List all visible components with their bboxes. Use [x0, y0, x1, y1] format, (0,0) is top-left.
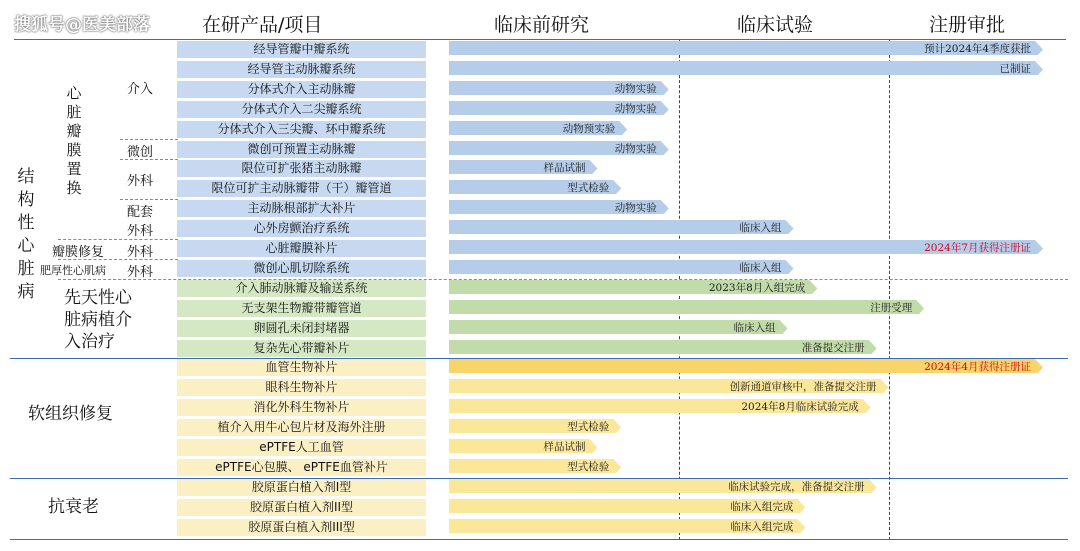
- status-label: 2024年4月获得注册证: [924, 361, 1031, 373]
- group-minimally-invasive: 微创: [127, 145, 154, 160]
- product-name: 分体式介入主动脉瓣: [177, 81, 426, 98]
- status-label: 型式检验: [567, 461, 610, 473]
- status-label: 动物实验: [614, 103, 657, 115]
- product-name: 胶原蛋白植入剂III型: [177, 519, 426, 536]
- progress-bar: [449, 61, 1055, 75]
- status-label: 2023年8月入组完成: [708, 282, 806, 294]
- status-label: 已制证: [999, 63, 1031, 75]
- product-name: 心脏瓣膜补片: [177, 240, 426, 257]
- status-label: 预计2024年4季度获批: [924, 43, 1031, 55]
- phase-divider-registration: [889, 40, 890, 540]
- status-label: 动物实验: [614, 83, 657, 95]
- header-divider: [14, 39, 1066, 40]
- product-name: 血管生物补片: [177, 359, 426, 376]
- status-label: 型式检验: [567, 182, 610, 194]
- status-label: 样品试制: [543, 162, 586, 174]
- product-name: 限位可扩主动脉瓣带（干）瓣管道: [177, 180, 426, 197]
- product-name: 消化外科生物补片: [177, 399, 426, 416]
- group-valve-replacement: 心 脏 瓣 膜 置 换: [66, 84, 82, 197]
- product-name: 介入肺动脉瓣及输送系统: [177, 280, 426, 297]
- status-label: 2024年8月临床试验完成: [741, 401, 859, 413]
- product-name: 主动脉根部扩大补片: [177, 200, 426, 217]
- group-congenital-line-2: 脏病植介: [64, 310, 132, 330]
- product-name: 胶原蛋白植入剂II型: [177, 499, 426, 516]
- group-valve-repair: 瓣膜修复: [52, 245, 105, 260]
- status-label: 样品试制: [543, 441, 586, 453]
- progress-arrow: [449, 61, 1043, 75]
- status-label: 注册受理: [870, 302, 913, 314]
- product-name: 分体式介入三尖瓣、环中瓣系统: [177, 121, 426, 138]
- status-label: 2024年7月获得注册证: [924, 242, 1031, 254]
- status-label: 型式检验: [567, 421, 610, 433]
- watermark: 搜狐号@医美部落: [14, 15, 150, 35]
- status-label: 动物实验: [614, 143, 657, 155]
- group-supporting-2: 外科: [127, 224, 154, 239]
- status-label: 临床入组完成: [730, 501, 794, 513]
- product-name: 眼科生物补片: [177, 379, 426, 396]
- group-interventional: 介入: [127, 82, 154, 97]
- status-label: 临床试验完成，准备提交注册: [728, 481, 865, 493]
- progress-bar: [449, 300, 936, 314]
- section-divider-minimally: [120, 139, 178, 140]
- header-products: 在研产品/项目: [202, 14, 323, 36]
- product-name: 微创心肌切除系统: [177, 260, 426, 277]
- status-label: 临床入组: [739, 262, 782, 274]
- product-name: 卵圆孔未闭封堵器: [177, 320, 426, 337]
- group-supporting-1: 配套: [127, 205, 154, 220]
- group-soft-tissue: 软组织修复: [28, 404, 113, 424]
- group-surgery: 外科: [127, 174, 154, 189]
- status-label: 临床入组完成: [730, 521, 794, 533]
- group-congenital-line-1: 先天性心: [64, 288, 132, 308]
- header-preclinical: 临床前研究: [494, 14, 590, 36]
- status-label: 动物实验: [614, 202, 657, 214]
- group-hcm-surgery: 外科: [127, 265, 154, 280]
- product-name: 无支架生物瓣带瓣管道: [177, 300, 426, 317]
- table-bottom-line: [10, 539, 1068, 540]
- product-name: 复杂先心带瓣补片: [177, 340, 426, 357]
- status-label: 临床入组: [733, 322, 776, 334]
- section-divider-supporting: [120, 199, 178, 200]
- group-congenital-line-3: 入治疗: [64, 332, 115, 352]
- product-name: 限位可扩张猪主动脉瓣: [177, 160, 426, 177]
- product-name: 心外房颤治疗系统: [177, 220, 426, 237]
- group-structural-heart: 结 构 性 心 脏 病: [17, 167, 35, 302]
- product-name: ePTFE人工血管: [177, 439, 426, 456]
- product-name: 植介入用牛心包片材及海外注册: [177, 419, 426, 436]
- header-registration: 注册审批: [929, 14, 1006, 36]
- product-name: 分体式介入二尖瓣系统: [177, 101, 426, 118]
- status-label: 创新通道审核中，准备提交注册: [729, 381, 877, 393]
- status-label: 动物预实验: [562, 123, 616, 135]
- group-hcm: 肥厚性心肌病: [40, 264, 106, 277]
- status-label: 临床入组: [739, 222, 782, 234]
- product-name: 经导管瓣中瓣系统: [177, 41, 426, 58]
- product-name: 微创可预置主动脉瓣: [177, 141, 426, 158]
- status-label: 准备提交注册: [801, 342, 865, 354]
- product-name: ePTFE心包膜、 ePTFE血管补片: [177, 459, 426, 476]
- product-name: 胶原蛋白植入剂I型: [177, 479, 426, 496]
- progress-arrow: [449, 300, 924, 314]
- header-clinical: 临床试验: [737, 14, 814, 36]
- group-valve-repair-surgery: 外科: [127, 245, 154, 260]
- product-name: 经导管主动脉瓣系统: [177, 61, 426, 78]
- group-anti-aging: 抗衰老: [48, 497, 99, 517]
- section-divider-valve-repair: [58, 239, 178, 240]
